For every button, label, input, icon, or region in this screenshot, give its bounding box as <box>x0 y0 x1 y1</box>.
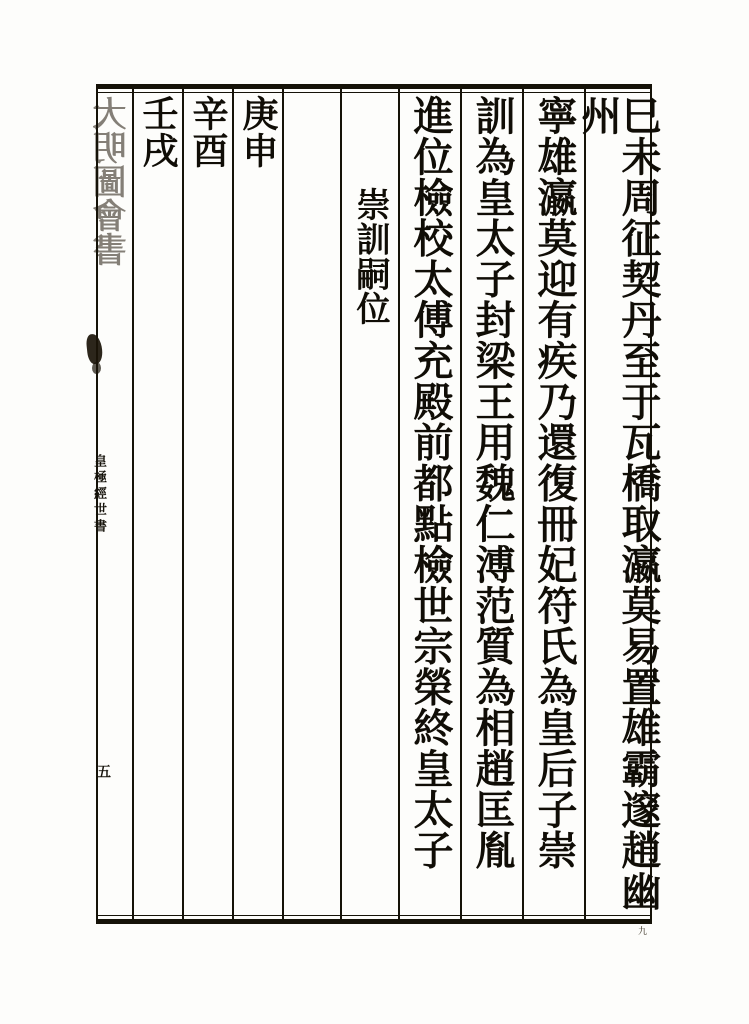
column-text: 崇訓嗣位 <box>350 187 390 326</box>
running-book-title: 皇極經世書 <box>91 454 106 536</box>
text-column-5 <box>340 89 398 919</box>
left-margin <box>86 84 146 924</box>
text-column-4 <box>398 89 460 919</box>
column-text: 壬戌 <box>137 95 179 169</box>
column-text: 巳未周征契丹至于瓦橋取瀛莫易置雄霸邃趙幽州 <box>575 95 662 911</box>
text-column-2 <box>522 89 584 919</box>
ink-smudge-small <box>92 362 101 374</box>
text-column-1 <box>575 89 662 919</box>
column-text: 寧雄瀛莫迎有疾乃還復冊妃符氏為皇后子崇 <box>531 95 578 871</box>
printer-corner-mark: 九 <box>636 926 646 935</box>
column-text: 進位檢校太傅充殿前都點檢世宗榮終皇太子 <box>407 95 454 871</box>
bleed-through-ghost-text: 大明圖會書 <box>93 96 133 266</box>
text-column-3 <box>460 89 522 919</box>
year-column-gengshen <box>232 89 282 919</box>
page-number: 五 <box>95 764 111 778</box>
column-text: 辛酉 <box>187 95 229 169</box>
text-column-6-blank <box>282 89 340 919</box>
column-text: 訓為皇太子封梁王用魏仁溥范質為相趙匡胤 <box>469 95 516 871</box>
year-column-xinyou <box>182 89 232 919</box>
column-text: 庚申 <box>237 95 279 169</box>
text-column-container <box>93 89 662 919</box>
ink-smudge <box>85 333 103 364</box>
